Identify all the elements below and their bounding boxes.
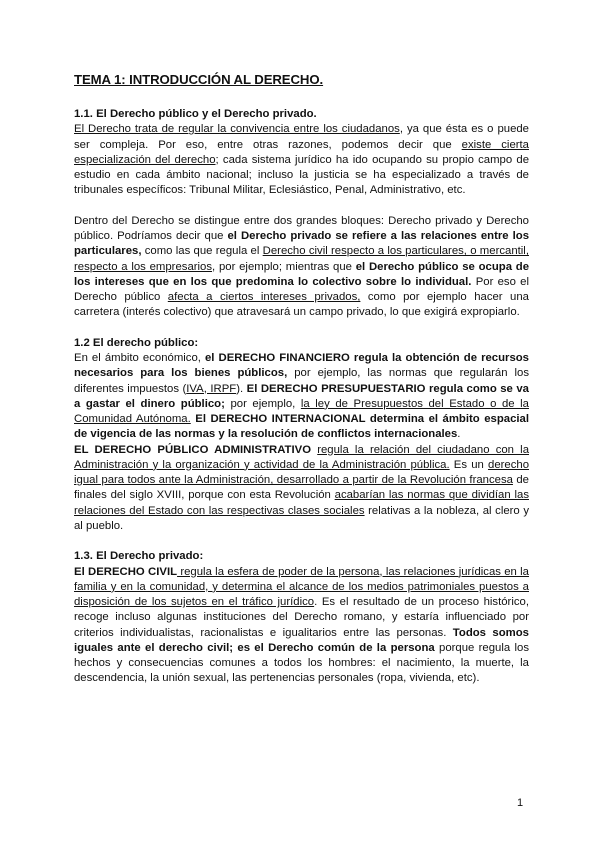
underlined-text: IVA, IRPF <box>186 382 237 395</box>
paragraph-spacer <box>74 199 529 214</box>
bold-text: El DERECHO INTERNACIONAL determina el ámbito espacial de vigencia de las normas y la resolución de conflictos internacionales <box>74 413 529 441</box>
text-run: , ya que ésta es o puede ser compleja. Por eso, entre otras razones, podemos decir que <box>74 123 529 151</box>
section-2-paragraph-2 <box>74 443 529 535</box>
section-1-heading: 1.1. El Derecho público y el Derecho privado. <box>74 108 317 120</box>
bold-text: el DERECHO FINANCIERO regula la obtención de recursos necesarios para los bienes públicos, <box>74 352 529 380</box>
text-run: por ejemplo, las normas que regularán los diferentes impuestos ( <box>74 367 529 395</box>
document-page <box>74 72 529 687</box>
underlined-text: regula la esfera de poder de la persona, las relaciones jurídicas en la familia y en la comunidad, y determina el alcance de los medios patrimoniales puestos a disposición de los sujetos en el tráfico jurídico <box>74 565 529 608</box>
bold-text: El DERECHO CIVIL <box>74 565 178 578</box>
underlined-text: regula la relación del ciudadano con la Administración y la organización y actividad de la Administración pública. <box>74 443 530 471</box>
underlined-text: acabarían las normas que dividían las relaciones del Estado con las respectivas clases sociales <box>74 489 529 517</box>
text-run: de finales del siglo XVIII, porque con esta Revolución <box>74 474 529 502</box>
paragraph-spacer <box>74 534 529 549</box>
underlined-text: derecho igual para todos ante la Administración, desarrollado a partir de la Revolución francesa <box>74 458 530 486</box>
text-run: ; cada sistema jurídico ha ido ocupando su propio campo de estudio en cada ámbito nacional; incluso la justicia se ha especializado a través de tribunales específicos: Tribunal Militar, Eclesiástico, Penal, Administrativo, etc. <box>74 153 529 197</box>
text-run: por ejemplo, <box>224 397 301 410</box>
text-run: . Es el resultado de un proceso histórico, recoge incluso algunas instituciones del Derecho romano, y estaría influenciado por criterios individualistas, racionalistas e igualitarios entre las personas. <box>74 596 529 639</box>
text-run: como por ejemplo hacer una carretera (interés colectivo) que atravesará un campo privado, lo que exigirá expropiarlo. <box>74 291 529 319</box>
text-run: . <box>457 428 461 441</box>
text-run: Por eso el Derecho público <box>74 275 529 303</box>
text-run: porque regula los hechos y consecuencias comunes a todos los hombres: el nacimiento, la muerte, la descendencia, la unión sexual, las pertenencias personales (ropa, vivienda, etc). <box>74 641 529 685</box>
text-run: En el ámbito económico, <box>74 352 205 364</box>
underlined-text: la ley de Presupuestos del Estado o de la Comunidad Autónoma. <box>74 397 529 425</box>
text-run: , por ejemplo; mientras que <box>212 260 356 273</box>
page-number: 1 <box>517 797 524 809</box>
bold-text: el Derecho privado se refiere a las relaciones entre los particulares, <box>74 230 529 258</box>
text-run: Dentro del Derecho se distingue entre dos grandes bloques: Derecho privado y Derecho público. Podríamos decir que <box>74 214 529 242</box>
section-3-paragraph-1 <box>74 565 529 687</box>
text-run: ). <box>236 382 247 395</box>
bold-text: EL DERECHO PÚBLICO ADMINISTRATIVO <box>74 443 312 456</box>
section-2-heading: 1.2 El derecho público: <box>74 336 199 349</box>
text-run: Es un <box>449 458 489 471</box>
section-1-paragraph-2 <box>74 214 529 321</box>
section-1-paragraph-1 <box>74 122 529 198</box>
underlined-text: afecta a ciertos intereses privados, <box>167 291 361 303</box>
bold-text: El DERECHO PRESUPUESTARIO regula como se va a gastar el dinero público; <box>74 382 529 410</box>
text-run: relativas a la nobleza, al clero y al pueblo. <box>74 504 529 532</box>
text-run: como las que regula el <box>141 245 263 258</box>
underlined-text: Derecho civil respecto a los particulares, o mercantil, respecto a los empresarios <box>74 245 529 273</box>
paragraph-spacer <box>74 321 529 336</box>
section-3-heading: 1.3. El Derecho privado: <box>74 550 204 563</box>
underlined-text: existe cierta especialización del derecho <box>74 138 529 166</box>
underlined-text: El Derecho trata de regular la convivencia entre los ciudadanos <box>74 123 400 136</box>
section-2-paragraph-1 <box>74 351 529 443</box>
document-title: TEMA 1: INTRODUCCIÓN AL DERECHO. <box>74 72 324 87</box>
bold-text: el Derecho público se ocupa de los intereses que en los que predomina lo colectivo sobre lo individual. <box>74 260 530 288</box>
bold-text: Todos somos iguales ante el derecho civil; es el Derecho común de la persona <box>74 626 529 654</box>
